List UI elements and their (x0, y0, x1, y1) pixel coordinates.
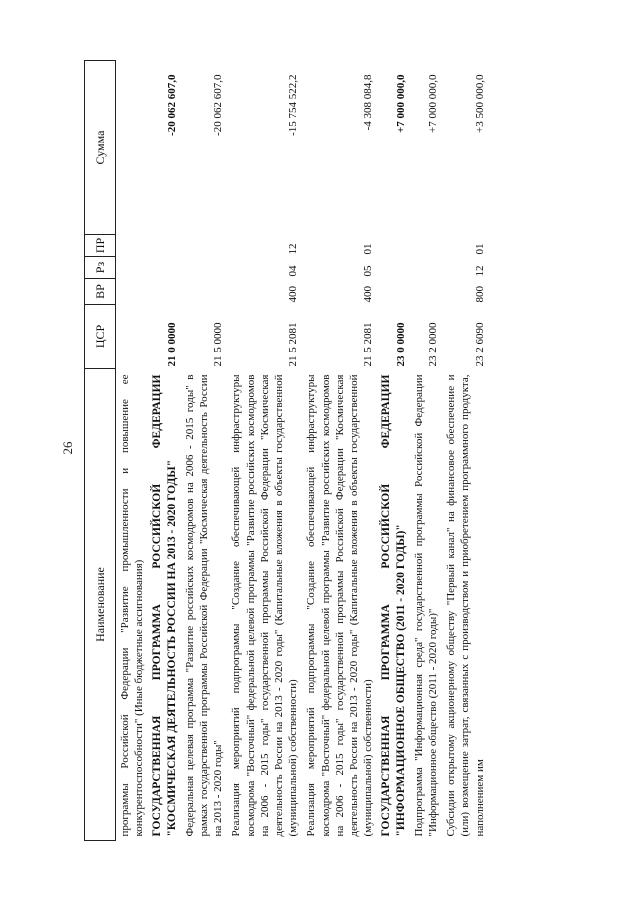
row-name: ГОСУДАРСТВЕННАЯ ПРОГРАММА РОССИЙСКОЙ ФЕДЕРАЦИИ "КОСМИЧЕСКАЯ ДЕЯТЕЛЬНОСТЬ РОССИИ НА 2013 - 2020 ГОДЫ" (151, 374, 178, 837)
row-csr: 21 5 0000 (212, 322, 225, 367)
row-sum: -20 062 607,0 (165, 74, 178, 136)
row-rz (377, 257, 409, 279)
row-vr (410, 279, 442, 305)
header-vr: ВР (85, 279, 116, 305)
row-pr (181, 235, 228, 257)
row-vr (148, 279, 180, 305)
row-vr: 400 (287, 286, 300, 303)
row-csr: 21 5 2081 (287, 322, 300, 367)
table-row (227, 61, 302, 841)
row-csr: 23 2 0000 (427, 322, 440, 367)
row-csr: 23 0 0000 (394, 322, 407, 367)
row-pr (116, 235, 149, 257)
row-csr (116, 305, 149, 369)
row-vr (181, 279, 228, 305)
row-csr: 21 0 0000 (165, 322, 178, 367)
row-sum: +7 000 000,0 (394, 74, 407, 134)
row-csr: 23 2 6090 (473, 322, 486, 367)
page-number: 26 (60, 441, 75, 455)
row-sum: -15 754 522,2 (287, 74, 300, 136)
row-rz (116, 257, 149, 279)
header-csr: ЦСР (85, 305, 116, 369)
row-vr: 800 (473, 286, 486, 303)
row-name: Реализация мероприятий подпрограммы "Создание обеспечивающей инфраструктуры космодрома "Восточный" федеральной целевой программы "Развитие российских космодромов на 2006 - 2015 годы" государственной программы Российской Федерации "Космическая деятельность России на 2013 - 2020 годы" (Капитальные вложения в объекты государственной (муниципальной) собственности) (230, 374, 300, 837)
row-pr: 01 (473, 243, 486, 255)
header-name: Наименование (85, 369, 116, 841)
row-rz (410, 257, 442, 279)
row-csr: 21 5 2081 (362, 322, 375, 367)
row-rz: 04 (287, 265, 300, 277)
row-pr (148, 235, 180, 257)
row-name: Субсидии открытому акционерному обществу "Первый канал" на финансовое обеспечение и (или) возмещение затрат, связанных с производством и приобретением программного продукта, наполнением им (445, 374, 486, 837)
table-row (181, 61, 228, 841)
table-header (85, 61, 116, 841)
rotated-page-content (84, 61, 597, 841)
table-body (116, 61, 489, 841)
table-row (377, 61, 409, 841)
row-pr: 12 (287, 243, 300, 255)
row-sum: +3 500 000,0 (473, 74, 486, 133)
row-sum: -20 062 607,0 (212, 74, 225, 136)
row-rz (181, 257, 228, 279)
row-sum: +7 000 000,0 (427, 74, 440, 133)
row-name: Подпрограмма "Информационная среда" государственной программы Российской Федерации "Информационное общество (2011 - 2020 годы)" (412, 374, 440, 837)
row-name: Федеральная целевая программа "Развитие российских космодромов на 2006 - 2015 годы" в рамках государственной программы Российской Федерации "Космическая деятельность России на 2013 - 2020 годы" (183, 374, 225, 837)
header-rz: Рз (85, 257, 116, 279)
row-vr (377, 279, 409, 305)
row-pr: 01 (362, 243, 375, 255)
table-row (148, 61, 180, 841)
table-row (116, 61, 149, 841)
row-vr: 400 (362, 286, 375, 303)
row-name: Реализация мероприятий подпрограммы "Создание обеспечивающей инфраструктуры космодрома "Восточный" федеральной целевой программы "Развитие российских космодромов на 2006 - 2015 годы" государственной программы Российской Федерации "Космическая деятельность России на 2013 - 2020 годы" (Капитальные вложения в объекты государственной (муниципальной) собственности) (305, 374, 375, 837)
header-pr: ПР (85, 235, 116, 257)
table-row (442, 61, 489, 841)
budget-table (84, 60, 489, 841)
row-rz: 12 (473, 265, 486, 277)
row-name: программы Российской Федерации "Развитие промышленности и повышение ее конкурентоспособности" (Иные бюджетные ассигнования) (119, 374, 146, 837)
row-sum (116, 61, 149, 235)
row-rz: 05 (362, 265, 375, 277)
header-sum: Сумма (85, 61, 116, 235)
row-name: ГОСУДАРСТВЕННАЯ ПРОГРАММА РОССИЙСКОЙ ФЕДЕРАЦИИ "ИНФОРМАЦИОННОЕ ОБЩЕСТВО (2011 - 2020 ГОДЫ)" (380, 374, 407, 837)
row-pr (410, 235, 442, 257)
row-vr (116, 279, 149, 305)
row-rz (148, 257, 180, 279)
row-pr (377, 235, 409, 257)
row-sum: -4 308 084,8 (362, 74, 375, 131)
table-row (302, 61, 377, 841)
table-row (410, 61, 442, 841)
